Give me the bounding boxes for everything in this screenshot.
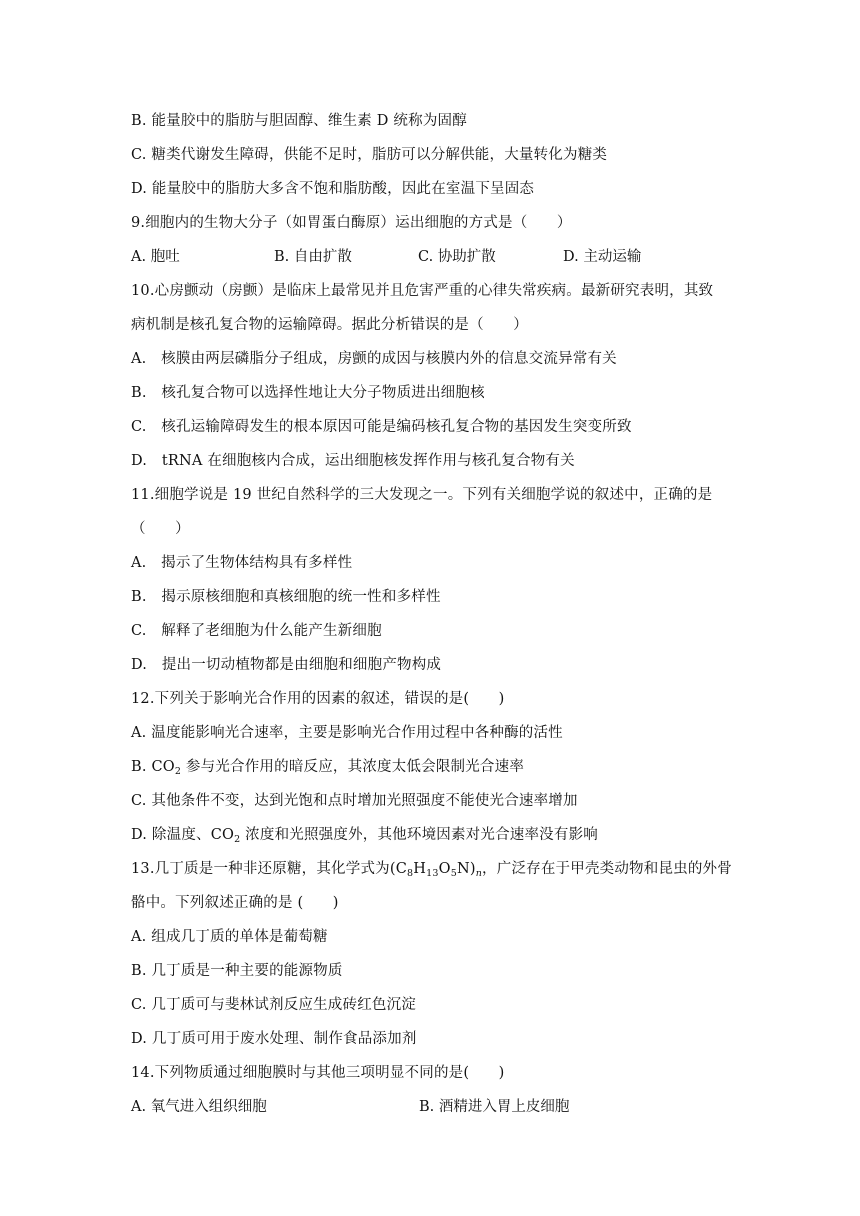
q13-option-d: D. 几丁质可用于废水处理、制作食品添加剂	[131, 1031, 417, 1047]
q13-text-n: N)	[456, 861, 476, 877]
q12-option-a: A. 温度能影响光合速率，主要是影响光合作用过程中各种酶的活性	[131, 725, 563, 741]
q12-option-d	[131, 825, 598, 845]
q13-stem-line1	[131, 859, 732, 879]
q12-option-b	[131, 757, 524, 777]
q10-option-d: D. tRNA 在细胞核内合成，运出细胞核发挥作用与核孔复合物有关	[131, 453, 575, 469]
q14-stem: 14.下列物质通过细胞膜时与其他三项明显不同的是( )	[131, 1065, 505, 1081]
q13-sub-n: n	[475, 868, 483, 879]
q13-sub-c: 8	[407, 868, 414, 879]
q9-option-b: B. 自由扩散	[274, 249, 352, 265]
q11-option-c: C. 解释了老细胞为什么能产生新细胞	[131, 623, 382, 639]
q12-option-c: C. 其他条件不变，达到光饱和点时增加光照强度不能使光合速率增加	[131, 793, 578, 809]
q12b-subscript: 2	[174, 766, 182, 777]
q13-stem-line2: 骼中。下列叙述正确的是 ( )	[131, 895, 339, 911]
q8-option-c: C. 糖类代谢发生障碍，供能不足时，脂肪可以分解供能，大量转化为糖类	[131, 147, 608, 163]
q12b-text-post: 参与光合作用的暗反应，其浓度太低会限制光合速率	[181, 759, 525, 775]
q13-option-c: C. 几丁质可与斐林试剂反应生成砖红色沉淀	[131, 997, 416, 1013]
q11-option-b: B. 揭示原核细胞和真核细胞的统一性和多样性	[131, 589, 441, 605]
q8-option-b: B. 能量胶中的脂肪与胆固醇、维生素 D 统称为固醇	[131, 113, 467, 129]
q9-option-d: D. 主动运输	[563, 249, 642, 265]
q13-text-h: H	[413, 861, 427, 877]
q13-option-a: A. 组成几丁质的单体是葡萄糖	[131, 929, 328, 945]
q11-stem-line1: 11.细胞学说是 19 世纪自然科学的三大发现之一。下列有关细胞学说的叙述中，正确的是	[131, 487, 713, 503]
q11-option-a: A. 揭示了生物体结构具有多样性	[131, 555, 353, 571]
q13-text-post: ，广泛存在于甲壳类动物和昆虫的外骨	[482, 861, 732, 877]
q11-stem-line2: （ ）	[131, 521, 190, 537]
q10-stem-line2: 病机制是核孔复合物的运输障碍。据此分析错误的是（ ）	[131, 317, 528, 333]
q14-option-a: A. 氧气进入组织细胞	[131, 1099, 267, 1115]
q9-stem: 9.细胞内的生物大分子（如胃蛋白酶原）运出细胞的方式是（ ）	[131, 215, 572, 231]
q10-option-c: C. 核孔运输障碍发生的根本原因可能是编码核孔复合物的基因发生突变所致	[131, 419, 632, 435]
q13-sub-o: 5	[450, 868, 457, 879]
q9-option-a: A. 胞吐	[131, 249, 180, 265]
q11-option-d: D. 提出一切动植物都是由细胞和细胞产物构成	[131, 657, 442, 673]
q13-sub-h: 13	[426, 868, 439, 879]
q12d-text-post: 浓度和光照强度外，其他环境因素对光合速率没有影响	[240, 827, 598, 843]
q12d-subscript: 2	[234, 834, 241, 845]
q14-option-b: B. 酒精进入胃上皮细胞	[419, 1099, 570, 1115]
q10-option-a: A. 核膜由两层磷脂分子组成，房颤的成因与核膜内外的信息交流异常有关	[131, 351, 617, 367]
q13-option-b: B. 几丁质是一种主要的能源物质	[131, 963, 343, 979]
q10-stem-line1: 10.心房颤动（房颤）是临床上最常见并且危害严重的心律失常疾病。最新研究表明，其致	[131, 283, 714, 299]
q13-text-o: O	[438, 861, 451, 877]
q12-stem: 12.下列关于影响光合作用的因素的叙述，错误的是( )	[131, 691, 505, 707]
q12b-text-pre: B. CO	[131, 759, 175, 775]
q8-option-d: D. 能量胶中的脂肪大多含不饱和脂肪酸，因此在室温下呈固态	[131, 181, 535, 197]
q10-option-b: B. 核孔复合物可以选择性地让大分子物质进出细胞核	[131, 385, 485, 401]
q13-text-pre: 13.几丁质是一种非还原糖，其化学式为(C	[131, 861, 408, 877]
q12d-text-pre: D. 除温度、CO	[131, 827, 235, 843]
q9-option-c: C. 协助扩散	[418, 249, 496, 265]
